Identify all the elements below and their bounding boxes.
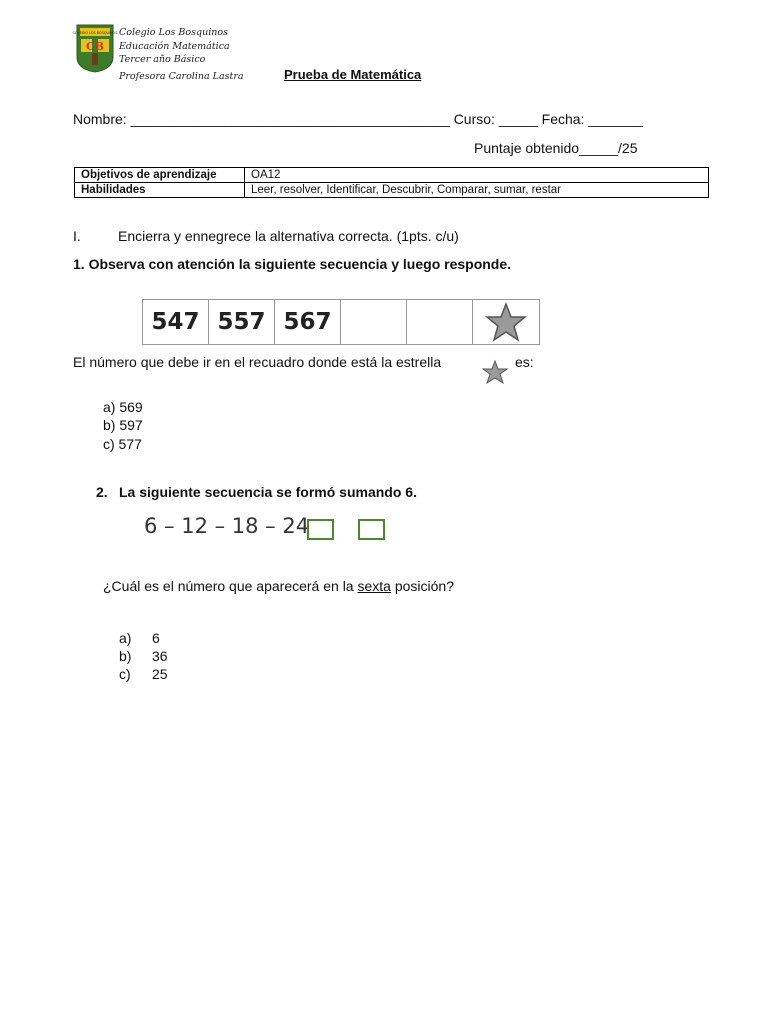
student-info-line: Nombre: _________________________________________ Curso: _____ Fecha: _______	[73, 111, 643, 127]
q1-option-b[interactable]: b) 597	[103, 417, 143, 433]
q2-option-a-letter: a)	[119, 630, 132, 646]
page-title: Prueba de Matemática	[284, 67, 422, 82]
sequence-cell: 567	[275, 300, 341, 344]
section-instruction: Encierra y ennegrece la alternativa correcta. (1pts. c/u)	[118, 228, 459, 244]
q2-option-c[interactable]: 25	[152, 666, 168, 682]
question-2-text	[103, 578, 454, 594]
sequence-cell: 557	[209, 300, 275, 344]
q2-option-b-letter: b)	[119, 648, 132, 664]
question-1-prompt-end: es:	[515, 354, 534, 370]
table-row	[75, 168, 709, 183]
question-2-text-start: ¿Cuál es el número que aparecerá en la	[103, 578, 358, 594]
teacher: Profesora Carolina Lastra	[119, 71, 244, 82]
sequence-cell-empty	[341, 300, 407, 344]
sequence-cell-empty	[407, 300, 473, 344]
sequence-boxes	[142, 299, 540, 345]
logo-top-text: COLEGIO LOS BOSQUINOS	[72, 31, 118, 35]
q1-option-a[interactable]: a) 569	[103, 399, 143, 415]
question-2-number: 2.	[96, 484, 108, 500]
answer-box	[307, 519, 334, 540]
table-row	[75, 183, 709, 198]
sequence-2-text: 6 – 12 – 18 – 24	[144, 514, 310, 538]
question-2-text-end: posición?	[390, 578, 454, 594]
q2-option-b[interactable]: 36	[152, 648, 168, 664]
section-number: I.	[73, 228, 81, 244]
star-icon	[482, 360, 508, 384]
question-2-title: La siguiente secuencia se formó sumando 6.	[119, 484, 417, 500]
answer-box	[358, 519, 385, 540]
skills-value: Leer, resolver, Identificar, Descubrir, Comparar, sumar, restar	[245, 183, 709, 198]
objectives-table	[74, 167, 709, 198]
question-1-title: 1. Observa con atención la siguiente secuencia y luego responde.	[73, 256, 512, 272]
objectives-label: Objetivos de aprendizaje	[75, 168, 245, 183]
sequence-cell: 547	[143, 300, 209, 344]
star-icon	[485, 302, 527, 342]
logo-letters: CB	[85, 40, 105, 53]
q1-option-c[interactable]: c) 577	[103, 436, 142, 452]
grade: Tercer año Básico	[119, 54, 206, 65]
score-line: Puntaje obtenido_____/25	[474, 140, 638, 156]
skills-label: Habilidades	[75, 183, 245, 198]
school-logo	[72, 23, 118, 73]
objectives-value: OA12	[245, 168, 709, 183]
sequence-cell-star	[473, 300, 539, 344]
department: Educación Matemática	[119, 41, 230, 52]
school-name: Colegio Los Bosquinos	[119, 27, 228, 38]
question-1-prompt: El número que debe ir en el recuadro donde está la estrella	[73, 354, 442, 370]
q2-option-a[interactable]: 6	[152, 630, 160, 646]
question-2-underlined-word: sexta	[357, 578, 391, 594]
q2-option-c-letter: c)	[119, 666, 131, 682]
